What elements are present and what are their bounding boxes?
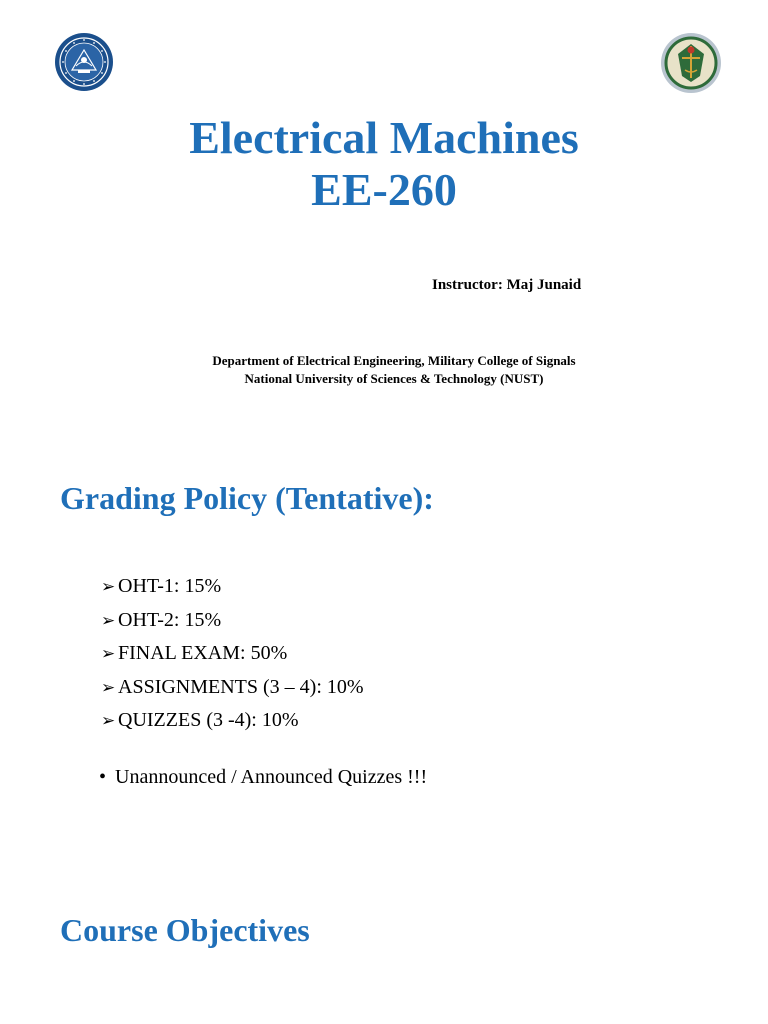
- arrow-bullet-icon: ➢: [101, 577, 116, 596]
- grading-item-final-exam: FINAL EXAM: 50%: [118, 642, 288, 664]
- department-line-1: Department of Electrical Engineering, Military College of Signals: [212, 353, 576, 368]
- instructor-label: Instructor: Maj Junaid: [432, 277, 582, 293]
- arrow-bullet-icon: ➢: [101, 711, 116, 730]
- bullet-dot-icon: •: [99, 766, 107, 788]
- list-item: [101, 671, 364, 705]
- arrow-bullet-icon: ➢: [101, 644, 116, 663]
- grading-item-oht2: OHT-2: 15%: [118, 608, 222, 631]
- course-code: EE-260: [311, 164, 457, 215]
- grading-policy-heading: Grading Policy (Tentative):: [60, 480, 434, 516]
- arrow-bullet-icon: ➢: [101, 610, 116, 630]
- quiz-note: [99, 764, 427, 790]
- course-title: Electrical Machines: [189, 112, 579, 163]
- list-item: [101, 704, 364, 738]
- grading-item-quizzes: QUIZZES (3 -4): 10%: [118, 709, 299, 731]
- grading-item-oht1: OHT-1: 15%: [118, 575, 222, 597]
- course-objectives-heading: Course Objectives: [60, 912, 310, 948]
- quiz-note-text: Unannounced / Announced Quizzes !!!: [115, 766, 428, 788]
- grading-item-assignments: ASSIGNMENTS (3 – 4): 10%: [118, 675, 364, 698]
- title-block: [0, 112, 768, 216]
- university-seal-logo: [54, 32, 114, 92]
- list-item: [101, 604, 364, 638]
- list-item: [101, 570, 364, 604]
- grading-list: [101, 570, 364, 738]
- department-info: [0, 352, 768, 388]
- arrow-bullet-icon: ➢: [101, 677, 116, 697]
- list-item: [101, 637, 364, 671]
- college-crest-logo: [660, 32, 722, 94]
- department-line-2: National University of Sciences & Technology (NUST): [244, 371, 544, 386]
